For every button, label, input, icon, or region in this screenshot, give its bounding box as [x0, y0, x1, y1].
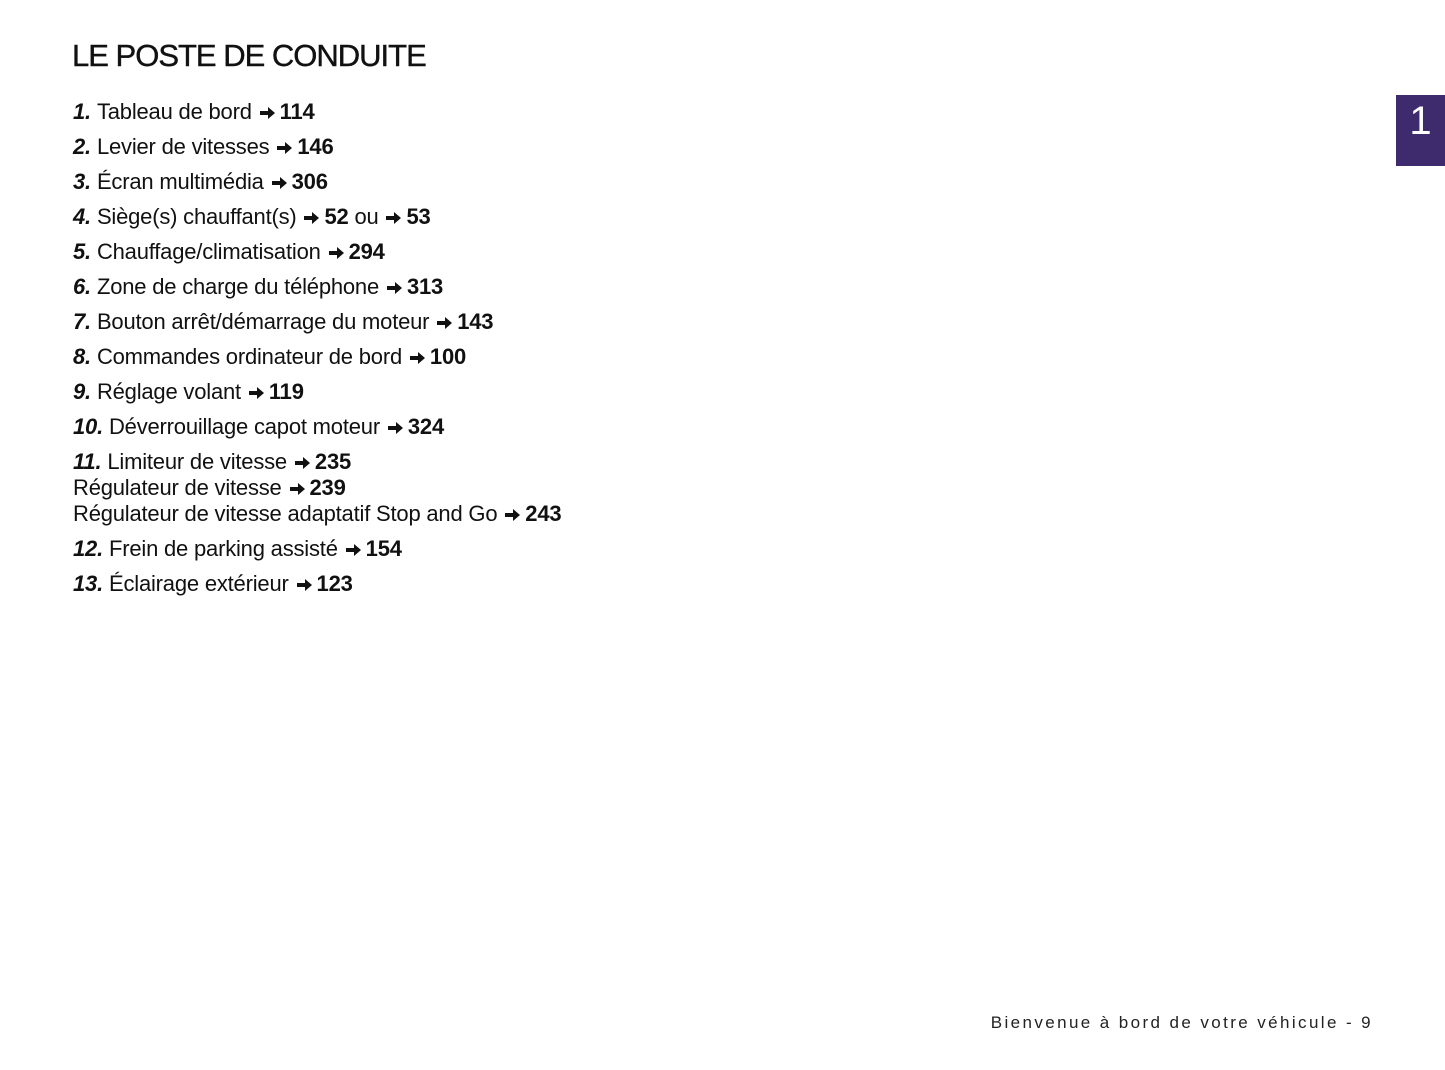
arrow-right-icon: [260, 106, 276, 120]
arrow-right-icon: [505, 508, 521, 522]
arrow-right-icon: [290, 482, 306, 496]
chapter-tab[interactable]: [1396, 95, 1445, 166]
item-number: 3.: [73, 169, 91, 194]
arrow-right-icon: [295, 456, 311, 470]
page-reference-link[interactable]: 100: [429, 344, 467, 369]
item-number: 4.: [73, 204, 91, 229]
item-number: 11.: [73, 449, 102, 474]
page-reference-link[interactable]: 235: [314, 449, 352, 474]
item-number: 12.: [73, 536, 103, 561]
arrow-right-icon: [249, 386, 265, 400]
page-reference-link[interactable]: 154: [365, 536, 402, 561]
item-number: 8.: [73, 344, 91, 369]
item-label: Commandes ordinateur de bord: [96, 344, 402, 369]
item-number: 2.: [73, 134, 91, 159]
arrow-right-icon: [277, 141, 293, 155]
page-reference-link[interactable]: 313: [406, 274, 444, 299]
arrow-right-icon: [329, 246, 345, 260]
list-item: [73, 169, 561, 195]
list-item: [73, 309, 561, 335]
item-label: Chauffage/climatisation: [96, 239, 321, 264]
arrow-right-icon: [437, 316, 453, 330]
item-number: 10.: [73, 414, 103, 439]
page-title: LE POSTE DE CONDUITE: [72, 38, 426, 73]
item-label: Siège(s) chauffant(s): [96, 204, 297, 229]
page-reference-link[interactable]: 294: [348, 239, 385, 264]
list-item: [73, 571, 561, 597]
page-reference-link[interactable]: 146: [297, 134, 334, 159]
arrow-right-icon: [387, 281, 403, 295]
arrow-right-icon: [272, 176, 288, 190]
arrow-right-icon: [346, 543, 362, 557]
item-sublabel: Régulateur de vitesse: [73, 475, 282, 500]
joiner-text: ou: [354, 204, 379, 229]
cockpit-items-list: [73, 99, 561, 606]
list-item: [73, 99, 561, 125]
item-number: 7.: [73, 309, 91, 334]
list-item: [73, 536, 561, 562]
page-reference-link[interactable]: 243: [525, 501, 562, 526]
page-reference-link[interactable]: 143: [457, 309, 494, 334]
item-label: Tableau de bord: [96, 99, 252, 124]
list-item: [73, 414, 561, 440]
item-number: 13.: [73, 571, 103, 596]
chapter-number: 1: [1409, 99, 1432, 143]
page-reference-link[interactable]: 324: [407, 414, 444, 439]
item-label: Bouton arrêt/démarrage du moteur: [96, 309, 430, 334]
page-reference-link[interactable]: 52: [324, 204, 349, 229]
arrow-right-icon: [410, 351, 426, 365]
page-footer: Bienvenue à bord de votre véhicule - 9: [990, 1013, 1373, 1032]
arrow-right-icon: [304, 211, 320, 225]
page-reference-link[interactable]: 306: [291, 169, 328, 194]
arrow-right-icon: [297, 578, 313, 592]
page-reference-link[interactable]: 239: [309, 475, 346, 500]
page-reference-link[interactable]: 114: [279, 99, 315, 124]
item-number: 1.: [73, 99, 91, 124]
arrow-right-icon: [388, 421, 404, 435]
item-label: Déverrouillage capot moteur: [108, 414, 380, 439]
list-item: [73, 134, 561, 160]
item-number: 9.: [73, 379, 91, 404]
item-label: Réglage volant: [96, 379, 241, 404]
list-item: [73, 204, 561, 230]
page-reference-link[interactable]: 123: [316, 571, 353, 596]
arrow-right-icon: [386, 211, 402, 225]
list-item: [73, 274, 561, 300]
item-label: Levier de vitesses: [96, 134, 270, 159]
list-item: [73, 239, 561, 265]
page-reference-link[interactable]: 119: [268, 379, 304, 404]
item-sublabel: Régulateur de vitesse adaptatif Stop and Go: [73, 501, 498, 526]
list-item: [73, 379, 561, 405]
item-number: 5.: [73, 239, 91, 264]
list-item: [73, 449, 561, 527]
item-label: Écran multimédia: [96, 169, 264, 194]
list-item: [73, 344, 561, 370]
item-label: Éclairage extérieur: [108, 571, 289, 596]
item-label: Zone de charge du téléphone: [96, 274, 380, 299]
item-number: 6.: [73, 274, 91, 299]
item-label: Limiteur de vitesse: [107, 449, 287, 474]
item-label: Frein de parking assisté: [108, 536, 338, 561]
page-reference-link[interactable]: 53: [406, 204, 431, 229]
